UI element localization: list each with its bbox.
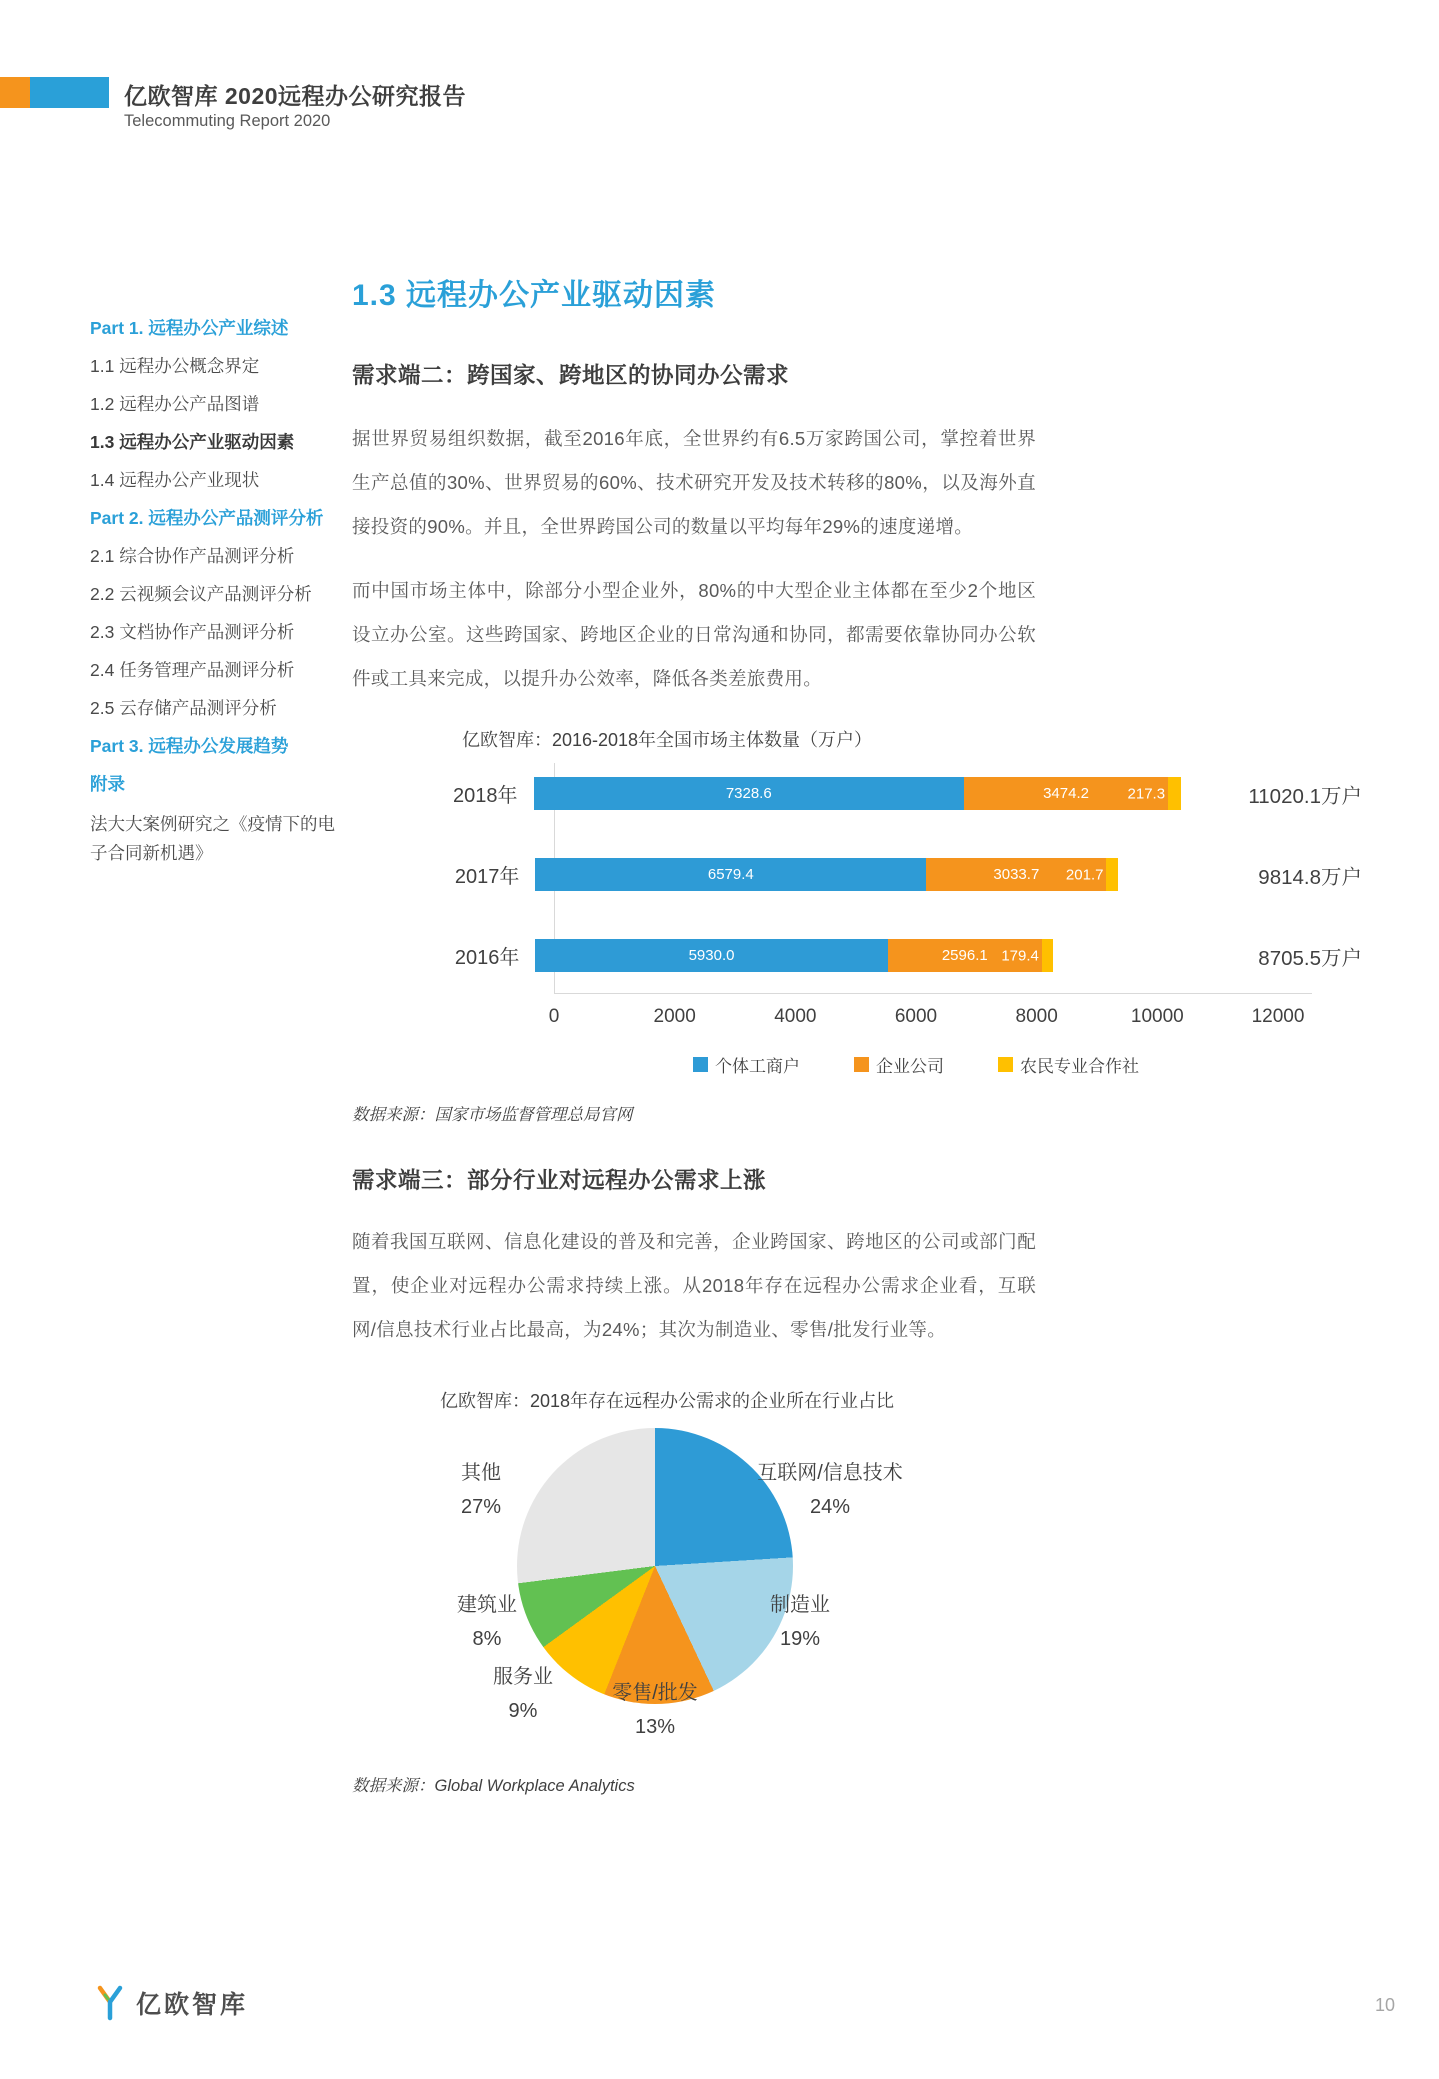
pie-label-pct: 13% [634,1716,676,1738]
x-tick: 6000 [894,1006,938,1027]
report-subtitle: Telecommuting Report 2020 [124,112,331,130]
pie-label-construction [427,1588,547,1656]
bar-value-label: 6579.4 [707,866,754,883]
pie-label-manufacturing [740,1588,860,1656]
footer-logo-text: 亿欧智库 [136,1991,249,2019]
demand3-heading: 需求端三：部分行业对远程办公需求上涨 [352,1168,767,1193]
sidebar-item-part1[interactable]: Part 1. 远程办公产业综述 [90,318,289,338]
pie-label-name: 互联网/信息技术 [757,1462,903,1484]
pie-label-name: 制造业 [770,1594,830,1616]
bar-value-label-coop: 201.7 [1065,866,1104,883]
brand-mark-icon [0,77,109,108]
pie-label-pct: 9% [508,1700,538,1722]
legend-swatch-blue-icon [693,1057,708,1072]
brand-mark-blue-icon [30,77,109,108]
bar-row-2016 [352,939,1362,972]
x-tick: 0 [548,1006,560,1027]
bar-chart-x-axis-line [554,993,1312,994]
bar-value-label: 2596.1 [941,947,988,964]
pie-label-pct: 19% [779,1628,821,1650]
bar-segment-hezuoshe [1106,858,1118,891]
page-number: 10 [1374,1995,1395,2015]
legend-label: 企业公司 [876,1057,944,1076]
x-tick: 12000 [1251,1006,1305,1027]
pie-label-name: 服务业 [493,1666,553,1688]
bar-segment-qiye [964,777,1168,810]
section-title: 1.3 远程办公产业驱动因素 [352,279,717,312]
bar-row-2017 [352,858,1362,891]
x-tick: 8000 [1015,1006,1058,1027]
sidebar-item-1-4[interactable]: 1.4 远程办公产业现状 [90,470,260,490]
pie-label-pct: 24% [809,1496,851,1518]
pie-label-other [421,1456,541,1524]
bar-track [535,939,1248,972]
legend-label: 个体工商户 [715,1057,800,1076]
legend-swatch-yellow-icon [998,1057,1013,1072]
bar-value-label: 3033.7 [993,866,1040,883]
bar-total-label: 8705.5万户 [1258,946,1362,970]
pie-label-name: 零售/批发 [612,1682,698,1704]
paragraph-2: 而中国市场主体中，除部分小型企业外，80%的中大型企业主体都在至少2个地区设立办公室。这些跨国家、跨地区企业的日常沟通和协同，都需要依靠协同办公软件或工具来完成，以提升办公效率，降低各类差旅费用。 [352,580,1036,689]
legend-swatch-orange-icon [854,1057,869,1072]
sidebar-item-part3[interactable]: Part 3. 远程办公发展趋势 [90,736,289,756]
bar-track [534,777,1239,810]
bar-value-label: 7328.6 [725,785,772,802]
bar-chart-title: 亿欧智库：2016-2018年全国市场主体数量（万户） [461,730,873,750]
paragraph-3: 随着我国互联网、信息化建设的普及和完善，企业跨国家、跨地区的公司或部门配置，使企业对远程办公需求持续上涨。从2018年存在远程办公需求企业看，互联网/信息技术行业占比最高，为24%；其次为制造业、零售/批发行业等。 [352,1231,1036,1340]
x-tick: 4000 [774,1006,817,1027]
pie-chart-title: 亿欧智库：2018年存在远程办公需求的企业所在行业占比 [439,1391,895,1411]
bar-value-label-coop: 217.3 [1127,785,1166,802]
sidebar-item-1-2[interactable]: 1.2 远程办公产品图谱 [90,394,260,414]
sidebar-item-1-3-active[interactable]: 1.3 远程办公产业驱动因素 [90,432,295,452]
bar-category-label: 2017年 [454,866,520,888]
bar-value-label-coop: 179.4 [1001,947,1039,964]
bar-track [535,858,1248,891]
pie-label-pct: 8% [472,1628,502,1650]
bar-chart [352,777,1362,994]
yiou-logo-icon [93,1985,127,2021]
bar-category-label: 2016年 [454,947,520,969]
pie-label-internet [742,1456,918,1524]
bar-value-label: 5930.0 [688,947,735,964]
sidebar-item-2-3[interactable]: 2.3 文档协作产品测评分析 [90,622,295,642]
sidebar-item-2-2[interactable]: 2.2 云视频会议产品测评分析 [90,584,312,604]
bar-segment-getihu [535,858,926,891]
x-tick: 10000 [1130,1006,1184,1027]
sidebar-item-2-4[interactable]: 2.4 任务管理产品测评分析 [90,660,295,680]
pie-label-name: 其他 [461,1462,501,1484]
bar-segment-getihu [534,777,964,810]
sidebar-item-appendix[interactable]: 附录 [90,774,125,794]
brand-mark-orange-icon [0,77,30,108]
bar-segment-qiye [888,939,1042,972]
pie-label-pct: 27% [460,1496,502,1518]
legend-label: 农民专业合作社 [1020,1057,1139,1076]
demand2-heading: 需求端二：跨国家、跨地区的协同办公需求 [352,363,790,388]
x-tick: 2000 [653,1006,696,1027]
bar-segment-hezuoshe [1168,777,1181,810]
report-title: 亿欧智库 2020远程办公研究报告 [124,83,467,109]
bar-total-label: 11020.1万户 [1248,784,1362,808]
bar-segment-hezuoshe [1042,939,1053,972]
sidebar-item-fadada-case[interactable]: 法大大案例研究之《疫情下的电子合同新机遇》 [90,814,335,863]
sidebar-item-part2[interactable]: Part 2. 远程办公产品测评分析 [90,508,324,528]
pie-chart [352,1428,1362,1758]
sidebar-item-2-1[interactable]: 2.1 综合协作产品测评分析 [90,546,295,566]
bar-total-label: 9814.8万户 [1258,865,1362,889]
pie-label-retail [595,1676,715,1744]
legend-item-hezuoshe [998,1052,1139,1077]
footer-logo [93,1985,248,2021]
pie-label-service [463,1660,583,1728]
bar-segment-qiye [926,858,1106,891]
bar-segment-getihu [535,939,887,972]
bar-category-label: 2018年 [453,785,518,807]
sidebar-item-1-1[interactable]: 1.1 远程办公概念界定 [90,356,260,376]
paragraph-1: 据世界贸易组织数据，截至2016年底，全世界约有6.5万家跨国公司，掌控着世界生产总值的30%、世界贸易的60%、技术研究开发及技术转移的80%，以及海外直接投资的90%。并且，全世界跨国公司的数量以平均每年29%的速度递增。 [352,428,1036,537]
legend-item-getihu [693,1052,800,1077]
bar-chart-source: 数据来源：国家市场监督管理总局官网 [352,1106,633,1124]
bar-value-label: 3474.2 [1043,785,1089,802]
sidebar-item-2-5[interactable]: 2.5 云存储产品测评分析 [90,698,277,718]
toc-sidebar [90,316,346,881]
bar-row-2018 [352,777,1362,810]
legend-item-qiye [854,1052,944,1077]
pie-label-name: 建筑业 [457,1594,517,1616]
pie-chart-source: 数据来源：Global Workplace Analytics [352,1777,635,1795]
main-content [352,278,1362,1796]
bar-chart-x-axis [548,1006,1305,1032]
bar-chart-legend [554,1052,1278,1077]
